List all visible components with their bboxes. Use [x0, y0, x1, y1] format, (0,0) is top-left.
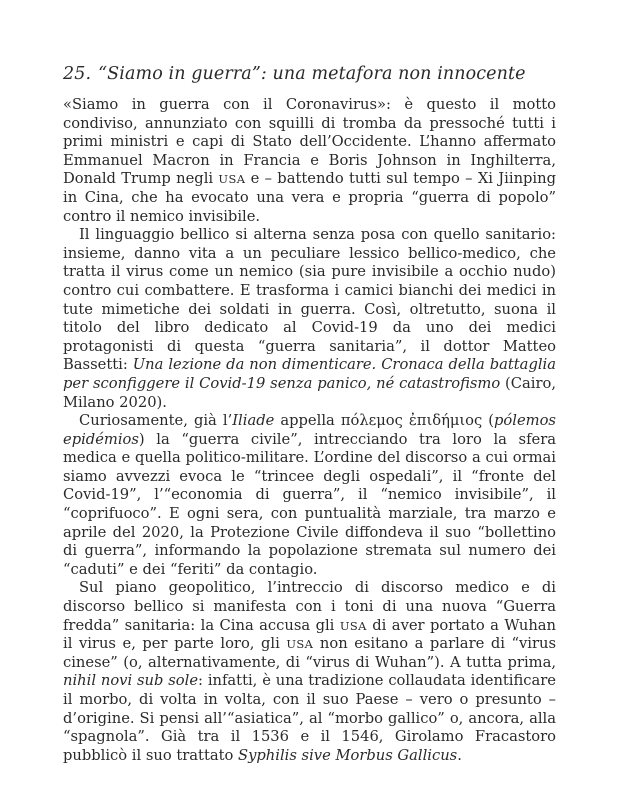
text-run: non esitano a parlare di “virus cinese” (o, alternativamente, di “virus di Wuhan”). A tutta prima, — [63, 635, 556, 671]
italic-text: Iliade — [232, 412, 275, 430]
text-run: Sul piano geopolitico, l’intreccio di discorso medico e di discorso bellico si manifesta con i toni di una nuova “Guerra fredda” sanitaria: la Cina accusa gli — [63, 579, 556, 634]
text-run: «Siamo in guerra con il Coronavirus»: è questo il motto condiviso, annunziato con squilli di tromba da pressoché tutti i primi ministri e capi di Stato dell’Occidente. L’hanno affermato Emmanuel Macron in Francia e Boris Johnson in Inghilterra, Donald Trump negli — [63, 96, 556, 188]
text-run: appella πόλεμος ἐπιδήμιος ( — [274, 412, 495, 430]
body-text — [63, 96, 556, 765]
text-run: di aver portato a Wuhan il virus e, per parte loro, gli — [63, 616, 556, 653]
italic-text: Syphilis sive Morbus Gallicus — [238, 746, 458, 764]
text-run: e – battendo tutti sul tempo – Xi Jiinping in Cina, che ha evocato una vera e propria “guerra di popolo” contro il nemico invisibile. — [63, 170, 556, 225]
italic-text: nihil novi sub sole — [63, 672, 199, 690]
smallcaps-text: USA — [286, 637, 314, 652]
chapter-heading — [63, 64, 556, 85]
chapter-title: “Siamo in guerra”: una metafora non innocente — [98, 64, 526, 84]
text-run: Curiosamente, già l’ — [79, 412, 233, 430]
text-run: (Cairo, Milano 2020). — [63, 374, 557, 411]
paragraph — [63, 226, 556, 412]
smallcaps-text: USA — [339, 618, 367, 633]
paragraph — [63, 579, 556, 765]
text-run: : infatti, è una tradizione collaudata identificare il morbo, di volta in volta, con il suo Paese – vero o presunto – d’origine. Si pensi all’“asiatica”, al “morbo gallico” o, ancora, alla “spagnola”. Già tra il 1536 e il 1546, Girolamo Fracastoro pubblicò il suo trattato — [63, 672, 557, 764]
chapter-number: 25. — [63, 64, 92, 84]
text-run: Il linguaggio bellico si alterna senza posa con quello sanitario: insieme, danno vita a un peculiare lessico bellico-medico, che tratta il virus come un nemico (sia pure invisibile a occhio nudo) contro cui combattere. E trasforma i camici bianchi dei medici in tute mimetiche dei soldati in guerra. Così, oltretutto, suona il titolo del libro dedicato al Covid-19 da uno dei medici protagonisti di questa “guerra sanitaria”, il dottor Matteo Bassetti: — [63, 226, 556, 374]
paragraph — [63, 96, 556, 226]
text-run: . — [457, 746, 462, 764]
italic-text: pólemos epidémios — [63, 412, 556, 448]
text-run: ) la “guerra civile”, intrecciando tra loro la sfera medica e quella politico-militare. L’ordine del discorso a cui ormai siamo avvezzi evoca le “trincee degli ospedali”, il “fronte del Covid-19”, l’“economia di guerra”, il “nemico invisibile”, il “coprifuoco”. E ogni sera, con puntualità marziale, tra marzo e aprile del 2020, la Protezione Civile diffondeva il suo “bollettino di guerra”, informando la popolazione stremata sul numero dei “caduti” e dei “feriti” da contagio. — [63, 430, 556, 578]
italic-text: Una lezione da non dimenticare. Cronaca della battaglia per sconfiggere il Covid-19 senza panico, né catastrofismo — [63, 356, 556, 392]
smallcaps-text: USA — [218, 172, 246, 187]
paragraph — [63, 412, 556, 579]
